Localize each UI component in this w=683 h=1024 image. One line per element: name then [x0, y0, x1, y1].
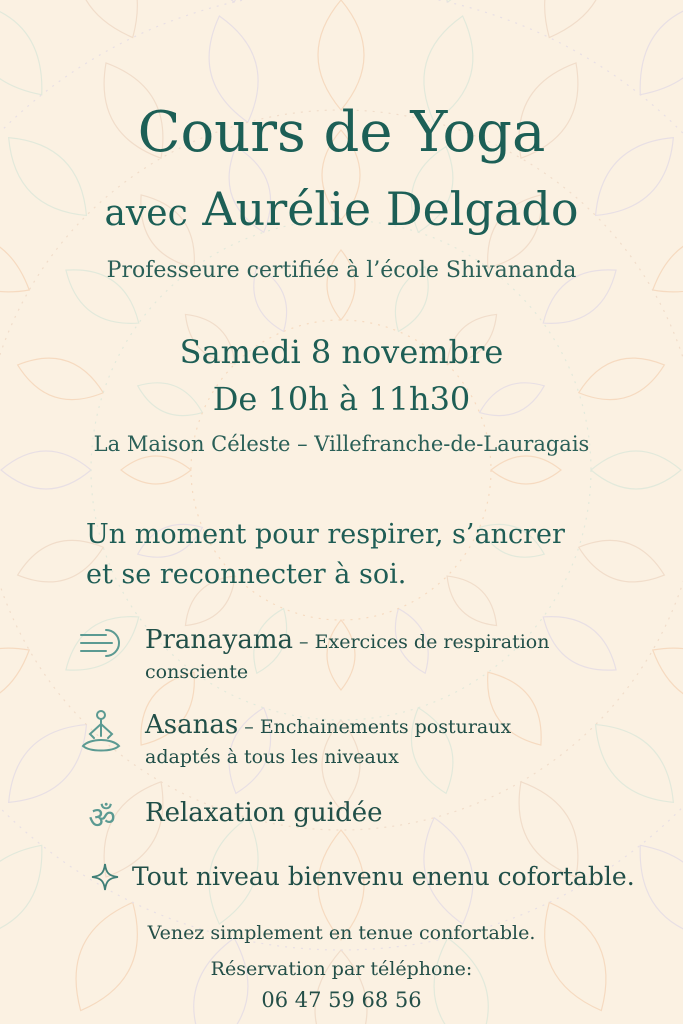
- item-name: Pranayama: [145, 625, 294, 655]
- mandala-petal: [9, 725, 87, 803]
- item-desc: Exercices de respiration: [314, 631, 550, 653]
- item-name: Asanas: [145, 710, 239, 740]
- mandala-petal: [640, 1, 683, 95]
- page-title: Cours de Yoga: [137, 100, 546, 165]
- event-date: Samedi 8 novembre: [179, 333, 504, 371]
- mandala-petal: [1, 451, 91, 489]
- welcome-text: Tout niveau bienvenu enenu cofortable.: [132, 862, 635, 891]
- sparkle-icon: [90, 862, 120, 892]
- mandala-petal: [0, 1, 42, 95]
- item-desc: Enchainements posturaux: [259, 716, 512, 738]
- mandala-petal: [121, 456, 191, 484]
- subtitle-prefix: avec: [104, 193, 188, 234]
- list-item-relaxation: [145, 798, 625, 828]
- event-place: La Maison Céleste – Villefranche-de-Lauragais: [93, 432, 590, 456]
- phone-number: 06 47 59 68 56: [261, 988, 422, 1012]
- item-desc-2: adaptés à tous les niveaux: [145, 746, 399, 768]
- om-icon: ॐ: [88, 801, 116, 836]
- mandala-petal: [76, 0, 137, 38]
- teacher-name: Aurélie Delgado: [202, 182, 579, 236]
- mandala-petal: [318, 0, 364, 110]
- footer-line-1: Venez simplement en tenue confortable.: [147, 922, 536, 944]
- mandala-petal: [491, 456, 561, 484]
- teacher-line: [0, 182, 683, 236]
- list-item-asanas: Asanas – Enchainements posturaux adaptés à tous les niveaux: [145, 710, 625, 768]
- mandala-petal: [194, 0, 248, 2]
- list-item-pranayama: Pranayama – Exercices de respiration consciente: [145, 625, 625, 683]
- item-desc-2: consciente: [145, 661, 249, 683]
- intro-line-2: et se reconnecter à soi.: [86, 559, 407, 590]
- credential: Professeure certifiée à l’école Shivananda: [106, 258, 577, 283]
- meditation-icon: [78, 708, 124, 754]
- intro-line-1: Un moment pour respirer, s’ancrer: [86, 519, 565, 550]
- breath-icon: [78, 620, 124, 666]
- mandala-petal: [434, 0, 488, 2]
- event-time: De 10h à 11h30: [212, 380, 471, 418]
- mandala-petal: [591, 451, 681, 489]
- mandala-petal: [0, 648, 29, 707]
- intro-text: [86, 515, 606, 595]
- footer-line-2: Réservation par téléphone:: [210, 958, 473, 980]
- mandala-petal: [653, 648, 683, 707]
- mandala-petal: [545, 0, 606, 38]
- item-name: Relaxation guidée: [145, 798, 383, 828]
